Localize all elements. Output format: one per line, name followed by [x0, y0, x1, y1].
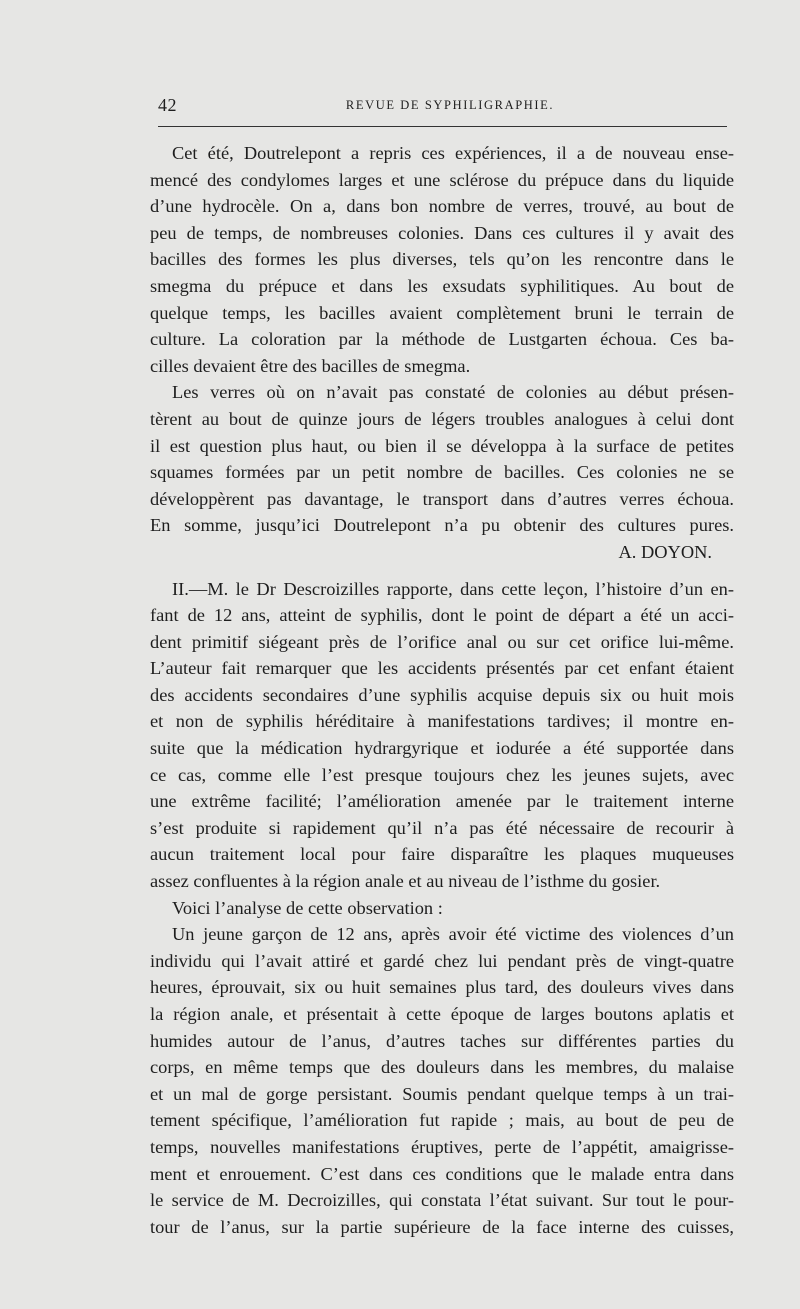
- text-line: d’une hydrocèle. On a, dans bon nombre de verres, trouvé, au bout de: [150, 196, 734, 217]
- text-line: cilles devaient être des bacilles de smegma.: [150, 355, 471, 376]
- text-line: Un jeune garçon de 12 ans, après avoir été victime des violences d’un: [172, 924, 734, 945]
- text-line: le service de M. Decroizilles, qui constata l’état suivant. Sur tout le pour-: [150, 1190, 734, 1211]
- text-line: assez confluentes à la région anale et au niveau de l’isthme du gosier.: [150, 871, 661, 892]
- text-line: En somme, jusqu’ici Doutrelepont n’a pu obtenir des cultures pures.: [150, 515, 734, 536]
- text-line: individu qui l’avait attiré et gardé chez lui pendant près de vingt-quatre: [150, 950, 734, 971]
- text-line: squames formées par un petit nombre de bacilles. Ces colonies ne se: [150, 462, 734, 483]
- text-line: des accidents secondaires d’une syphilis acquise depuis six ou huit mois: [150, 684, 734, 705]
- text-line: mencé des condylomes larges et une sclérose du prépuce dans du liquide: [150, 169, 734, 190]
- page-number: 42: [158, 95, 177, 115]
- author-signature: A. DOYON.: [618, 541, 712, 562]
- text-line: humides autour de l’anus, d’autres taches sur différentes parties du: [150, 1030, 734, 1051]
- text-line: dent primitif siégeant près de l’orifice anal ou sur cet orifice lui-même.: [150, 631, 734, 652]
- text-line: la région anale, et présentait à cette époque de larges boutons aplatis et: [150, 1004, 734, 1024]
- text-line: tour de l’anus, sur la partie supérieure de la face interne des cuisses,: [150, 1216, 734, 1237]
- text-line: quelque temps, les bacilles avaient complètement bruni le terrain de: [150, 302, 734, 323]
- text-line: tement spécifique, l’amélioration fut rapide ; mais, au bout de peu de: [150, 1110, 734, 1131]
- text-line: temps, nouvelles manifestations éruptives, perte de l’appétit, amaigrisse-: [150, 1136, 734, 1157]
- text-line: bacilles des formes les plus diverses, tels qu’on les rencontre dans le: [150, 249, 734, 270]
- text-line: développèrent pas davantage, le transport dans d’autres verres échoua.: [150, 488, 734, 509]
- text-line: Voici l’analyse de cette observation :: [172, 897, 443, 918]
- text-line: et un mal de gorge persistant. Soumis pendant quelque temps à un trai-: [150, 1083, 734, 1104]
- text-line: suite que la médication hydrargyrique et iodurée a été supportée dans: [150, 738, 734, 759]
- text-line: aucun traitement local pour faire disparaître les plaques muqueuses: [150, 844, 734, 865]
- running-title: REVUE DE SYPHILIGRAPHIE.: [345, 98, 555, 112]
- text-line: peu de temps, de nombreuses colonies. Dans ces cultures il y avait des: [150, 222, 734, 243]
- header-rule: [158, 126, 727, 127]
- text-line: fant de 12 ans, atteint de syphilis, dont le point de départ a été un acci-: [150, 605, 734, 626]
- text-line: ce cas, comme elle l’est presque toujours chez les jeunes sujets, avec: [150, 764, 734, 785]
- text-line: L’auteur fait remarquer que les accidents présentés par cet enfant étaient: [150, 658, 734, 679]
- text-line: smegma du prépuce et dans les exsudats syphilitiques. Au bout de: [150, 275, 734, 296]
- text-line: Cet été, Doutrelepont a repris ces expériences, il a de nouveau ense-: [172, 143, 734, 163]
- text-line: ment et enrouement. C’est dans ces conditions que le malade entra dans: [150, 1163, 734, 1184]
- text-line: II.—M. le Dr Descroizilles rapporte, dans cette leçon, l’histoire d’un en-: [172, 578, 734, 599]
- text-line: culture. La coloration par la méthode de Lustgarten échoua. Ces ba-: [150, 329, 734, 350]
- text-line: s’est produite si rapidement qu’il n’a pas été nécessaire de recourir à: [150, 817, 734, 838]
- text-line: Les verres où on n’avait pas constaté de colonies au début présen-: [172, 382, 734, 403]
- section-gap: [150, 566, 734, 576]
- text-line: corps, en même temps que des douleurs dans les membres, du malaise: [150, 1057, 734, 1078]
- page-header: [158, 93, 726, 115]
- article-body: [150, 140, 734, 1240]
- text-line: une extrême facilité; l’amélioration amenée par le traitement interne: [150, 791, 734, 812]
- text-line: il est question plus haut, ou bien il se développa à la surface de petites: [150, 435, 734, 456]
- text-line: heures, éprouvait, six ou huit semaines plus tard, des douleurs vives dans: [150, 977, 734, 998]
- text-line: tèrent au bout de quinze jours de légers troubles analogues à celui dont: [150, 408, 734, 429]
- text-line: et non de syphilis héréditaire à manifestations tardives; il montre en-: [150, 711, 734, 732]
